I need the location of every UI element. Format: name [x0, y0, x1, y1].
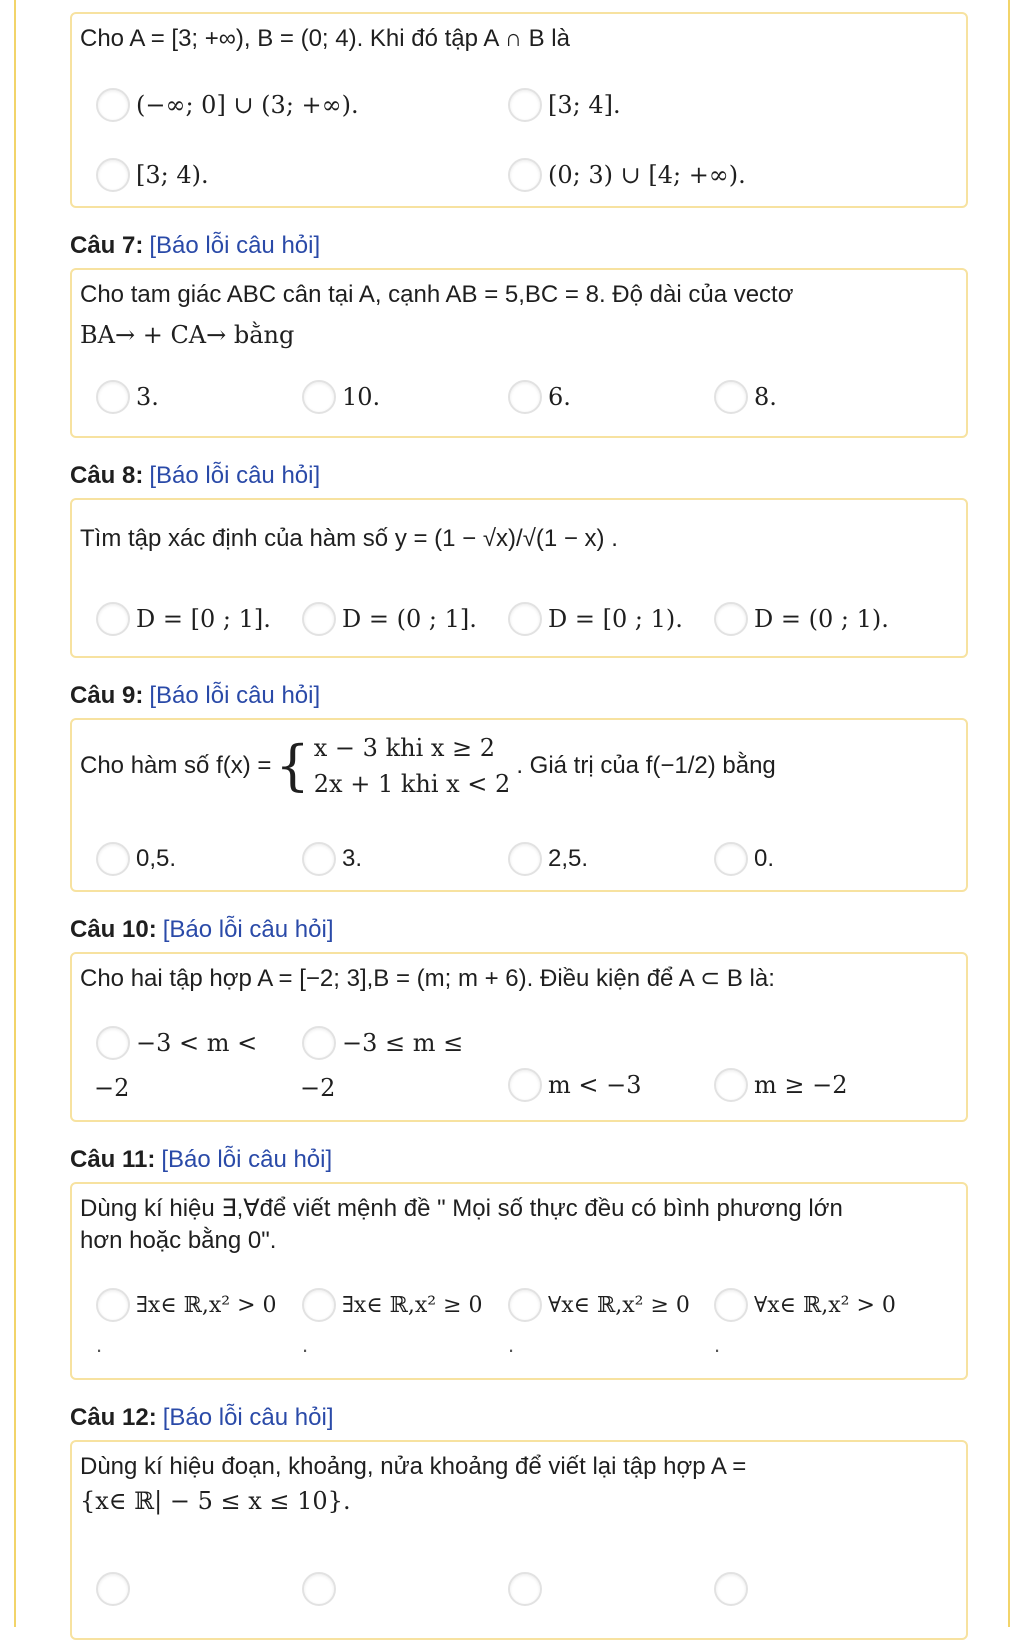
q11-trailing-dot: . — [302, 1332, 309, 1357]
question-7-stem-line2: BA→ + CA→ bằng — [80, 321, 295, 349]
q11-option-a[interactable]: ∃x∈ ℝ,x² > 0 — [96, 1288, 277, 1322]
question-6-card — [70, 12, 968, 208]
radio-icon[interactable] — [508, 380, 542, 414]
piecewise-brace: { — [275, 734, 310, 797]
report-error-link[interactable]: [Báo lỗi câu hỏi] — [149, 232, 321, 259]
radio-icon[interactable] — [96, 842, 130, 876]
question-6-stem: Cho A = [3; +∞), B = (0; 4). Khi đó tập A ∩ B là — [80, 25, 570, 52]
radio-icon[interactable] — [508, 158, 542, 192]
q10-option-b-cont: −2 — [300, 1074, 336, 1102]
q8-option-a[interactable]: D = [0 ; 1]. — [96, 602, 271, 636]
radio-icon[interactable] — [714, 380, 748, 414]
radio-icon[interactable] — [508, 88, 542, 122]
question-12-card — [70, 1440, 968, 1640]
q10-option-c[interactable]: m < −3 — [508, 1068, 642, 1102]
q12-option-a[interactable] — [96, 1572, 136, 1606]
radio-icon[interactable] — [96, 158, 130, 192]
question-12-header: Câu 12: [Báo lỗi câu hỏi] — [70, 1404, 334, 1431]
radio-icon[interactable] — [302, 842, 336, 876]
question-7-card — [70, 268, 968, 438]
radio-icon[interactable] — [714, 1288, 748, 1322]
question-12-stem-line2: {x∈ ℝ| − 5 ≤ x ≤ 10}. — [80, 1487, 351, 1515]
q12-option-c[interactable] — [508, 1572, 548, 1606]
q10-option-a[interactable]: −3 < m < — [96, 1026, 257, 1060]
q11-option-c[interactable]: ∀x∈ ℝ,x² ≥ 0 — [508, 1288, 690, 1322]
question-11-card — [70, 1182, 968, 1380]
report-error-link[interactable]: [Báo lỗi câu hỏi] — [162, 916, 334, 943]
q9-option-b[interactable]: 3. — [302, 842, 362, 876]
radio-icon[interactable] — [508, 1572, 542, 1606]
q8-option-b[interactable]: D = (0 ; 1]. — [302, 602, 477, 636]
report-error-link[interactable]: [Báo lỗi câu hỏi] — [149, 462, 321, 489]
q11-trailing-dot: . — [508, 1332, 515, 1357]
q6-option-a[interactable]: (−∞; 0] ∪ (3; +∞). — [96, 88, 359, 122]
q10-option-d[interactable]: m ≥ −2 — [714, 1068, 848, 1102]
radio-icon[interactable] — [508, 1068, 542, 1102]
q12-option-d[interactable] — [714, 1572, 754, 1606]
radio-icon[interactable] — [96, 380, 130, 414]
q6-option-b[interactable]: [3; 4]. — [508, 88, 621, 122]
question-11-stem-line1: Dùng kí hiệu ∃,∀để viết mệnh đề " Mọi số thực đều có bình phương lớn — [80, 1195, 843, 1222]
question-10-header: Câu 10: [Báo lỗi câu hỏi] — [70, 916, 334, 943]
q9-option-a[interactable]: 0,5. — [96, 842, 176, 876]
radio-icon[interactable] — [96, 1026, 130, 1060]
radio-icon[interactable] — [508, 1288, 542, 1322]
q7-option-d[interactable]: 8. — [714, 380, 777, 414]
radio-icon[interactable] — [508, 602, 542, 636]
question-8-stem: Tìm tập xác định của hàm số y = (1 − √x)/√(1 − x) . — [80, 525, 618, 552]
question-9-card — [70, 718, 968, 892]
q7-option-a[interactable]: 3. — [96, 380, 159, 414]
question-10-stem: Cho hai tập hợp A = [−2; 3],B = (m; m + 6). Điều kiện để A ⊂ B là: — [80, 965, 775, 992]
q10-option-a-cont: −2 — [94, 1074, 130, 1102]
radio-icon[interactable] — [96, 1288, 130, 1322]
radio-icon[interactable] — [302, 1572, 336, 1606]
q11-trailing-dot: . — [96, 1332, 103, 1357]
q9-option-d[interactable]: 0. — [714, 842, 774, 876]
radio-icon[interactable] — [302, 602, 336, 636]
radio-icon[interactable] — [302, 1026, 336, 1060]
report-error-link[interactable]: [Báo lỗi câu hỏi] — [149, 682, 321, 709]
radio-icon[interactable] — [714, 842, 748, 876]
piecewise-cases: x − 3 khi x ≥ 2 2x + 1 khi x < 2 — [313, 734, 511, 798]
question-10-card — [70, 952, 968, 1122]
question-11-header: Câu 11: [Báo lỗi câu hỏi] — [70, 1146, 333, 1173]
radio-icon[interactable] — [714, 602, 748, 636]
radio-icon[interactable] — [96, 1572, 130, 1606]
question-7-header: Câu 7: [Báo lỗi câu hỏi] — [70, 232, 321, 259]
q11-trailing-dot: . — [714, 1332, 721, 1357]
radio-icon[interactable] — [302, 1288, 336, 1322]
report-error-link[interactable]: [Báo lỗi câu hỏi] — [162, 1404, 334, 1431]
q6-option-d[interactable]: (0; 3) ∪ [4; +∞). — [508, 158, 746, 192]
radio-icon[interactable] — [714, 1572, 748, 1606]
q11-option-d[interactable]: ∀x∈ ℝ,x² > 0 — [714, 1288, 896, 1322]
q6-option-c[interactable]: [3; 4). — [96, 158, 209, 192]
question-12-stem-line1: Dùng kí hiệu đoạn, khoảng, nửa khoảng để viết lại tập hợp A = — [80, 1453, 747, 1480]
q9-option-c[interactable]: 2,5. — [508, 842, 588, 876]
radio-icon[interactable] — [96, 602, 130, 636]
q8-option-d[interactable]: D = (0 ; 1). — [714, 602, 889, 636]
report-error-link[interactable]: [Báo lỗi câu hỏi] — [161, 1146, 333, 1173]
q8-option-c[interactable]: D = [0 ; 1). — [508, 602, 683, 636]
q12-option-b[interactable] — [302, 1572, 342, 1606]
question-11-stem-line2: hơn hoặc bằng 0". — [80, 1227, 277, 1254]
q7-option-c[interactable]: 6. — [508, 380, 571, 414]
question-9-header: Câu 9: [Báo lỗi câu hỏi] — [70, 682, 321, 709]
radio-icon[interactable] — [96, 88, 130, 122]
q7-option-b[interactable]: 10. — [302, 380, 380, 414]
question-8-header: Câu 8: [Báo lỗi câu hỏi] — [70, 462, 321, 489]
q11-option-b[interactable]: ∃x∈ ℝ,x² ≥ 0 — [302, 1288, 483, 1322]
radio-icon[interactable] — [508, 842, 542, 876]
q10-option-b[interactable]: −3 ≤ m ≤ — [302, 1026, 463, 1060]
question-9-stem: Cho hàm số f(x) = { x − 3 khi x ≥ 2 2x + 1 khi x < 2 . Giá trị của f(−1/2) bằng — [80, 730, 956, 802]
question-7-stem-line1: Cho tam giác ABC cân tại A, cạnh AB = 5,BC = 8. Độ dài của vectơ — [80, 281, 794, 308]
radio-icon[interactable] — [714, 1068, 748, 1102]
question-8-card — [70, 498, 968, 658]
radio-icon[interactable] — [302, 380, 336, 414]
